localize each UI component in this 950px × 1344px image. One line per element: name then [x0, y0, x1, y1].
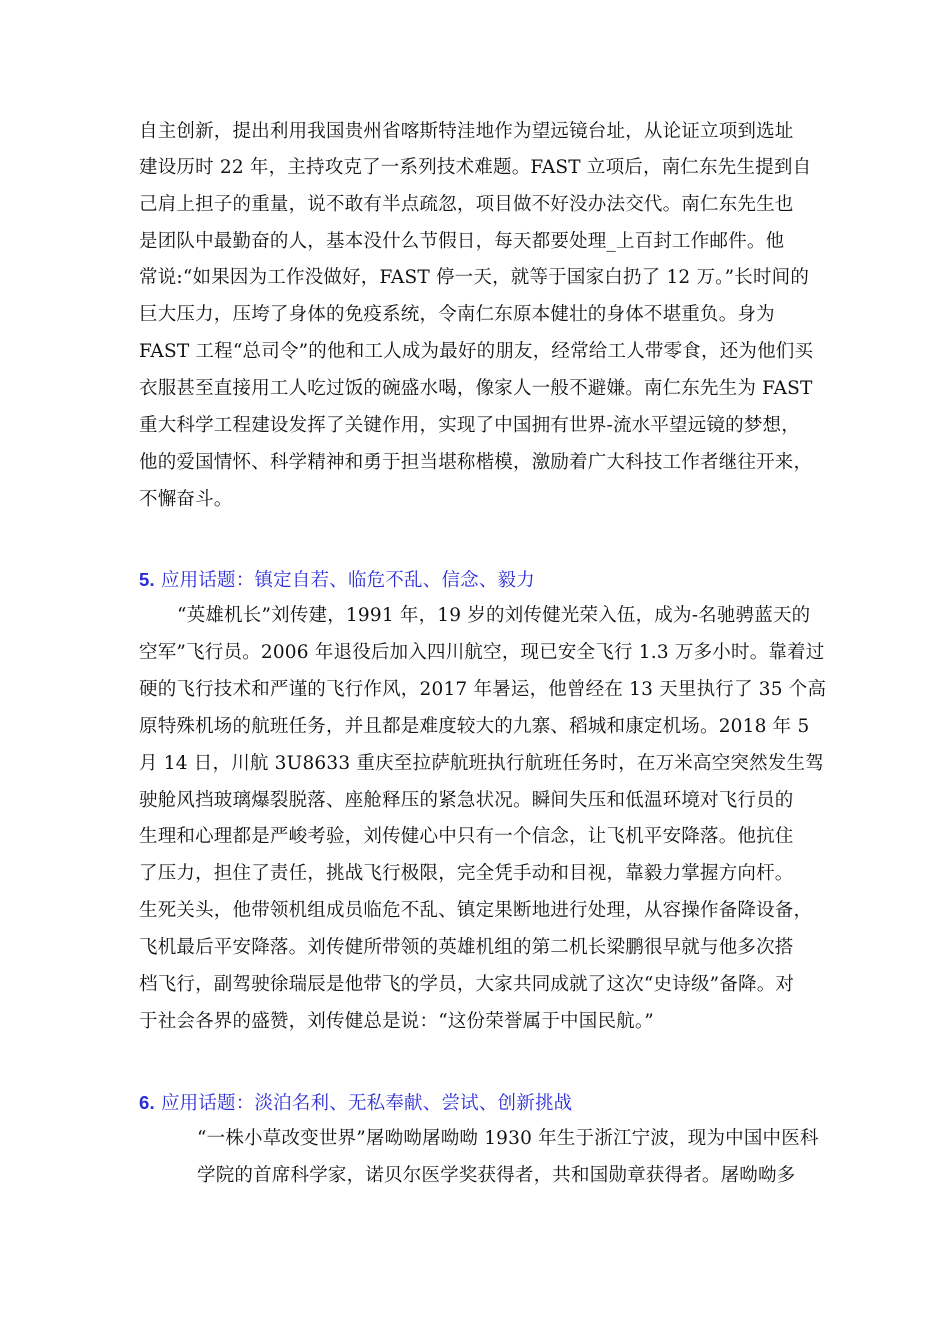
paragraph-line: 生理和心理都是严峻考验，刘传健心中只有一个信念，让飞机平安降落。他抗住 [139, 826, 794, 847]
paragraph-line: 是团队中最勤奋的人，基本没什么节假日，每天都要处理_上百封工作邮件。他 [139, 231, 785, 252]
paragraph-line: 原特殊机场的航班任务，并且都是难度较大的九寨、稻城和康定机场。2018 年 5 [139, 716, 810, 737]
paragraph-line: 他的爱国情怀、科学精神和勇于担当堪称楷模，激励着广大科技工作者继往开来， [139, 452, 813, 473]
section-title: 应用话题：镇定自若、临危不乱、信念、毅力 [160, 570, 535, 591]
paragraph-line: 重大科学工程建设发挥了关键作用，实现了中国拥有世界-流水平望远镜的梦想， [139, 415, 800, 436]
paragraph-line: 硬的飞行技术和严谨的飞行作风，2017 年暑运，他曾经在 13 天里执行了 35 个高 [139, 679, 827, 700]
section-number: 6. [139, 1092, 155, 1113]
paragraph-line: 巨大压力，压垮了身体的免疫系统，令南仁东原本健壮的身体不堪重负。身为 [139, 304, 775, 325]
paragraph-line: 自主创新，提出利用我国贵州省喀斯特洼地作为望远镜台址，从论证立项到选址 [139, 121, 794, 142]
section-title: 应用话题：淡泊名利、无私奉献、尝试、创新挑战 [160, 1093, 573, 1114]
section-number: 5. [139, 569, 155, 590]
paragraph-line: 于社会各界的盛赞，刘传健总是说：“这份荣誉属于中国民航。” [139, 1011, 654, 1032]
paragraph-line: 生死关头，他带领机组成员临危不乱、镇定果断地进行处理，从容操作备降设备， [139, 900, 813, 921]
paragraph-line: 驶舱风挡玻璃爆裂脱落、座舱释压的紧急状况。瞬间失压和低温环境对飞行员的 [139, 790, 794, 811]
paragraph-line: 不懈奋斗。 [139, 489, 233, 510]
paragraph-line: 学院的首席科学家，诺贝尔医学奖获得者，共和国勋章获得者。屠呦呦多 [197, 1165, 796, 1186]
paragraph-line: 空军”飞行员。2006 年退役后加入四川航空，现已安全飞行 1.3 万多小时。靠着过 [139, 642, 825, 663]
paragraph-line: 档飞行，副驾驶徐瑞辰是他带飞的学员，大家共同成就了这次“史诗级”备降。对 [139, 974, 795, 995]
paragraph-line: 了压力，担住了责任，挑战飞行极限，完全凭手动和目视，靠毅力掌握方向杆。 [139, 863, 794, 884]
section-6-heading [139, 1091, 572, 1116]
paragraph-line: 建设历时 22 年，主持攻克了一系列技术难题。FAST 立项后，南仁东先生提到自 [139, 157, 812, 178]
paragraph-line: 衣服甚至直接用工人吃过饭的碗盛水喝，像家人一般不避嫌。南仁东先生为 FAST [139, 378, 813, 399]
section-5-heading [139, 568, 535, 593]
paragraph-line: FAST 工程“总司令”的他和工人成为最好的朋友，经常给工人带零食，还为他们买 [139, 341, 814, 362]
paragraph-line: “英雄机长”刘传建，1991 年，19 岁的刘传健光荣入伍，成为-名驰骋蓝天的 [177, 605, 811, 626]
paragraph-line: “一株小草改变世界”屠呦呦屠呦呦 1930 年生于浙江宁波，现为中国中医科 [197, 1128, 819, 1149]
paragraph-line: 己肩上担子的重量，说不敢有半点疏忽，项目做不好没办法交代。南仁东先生也 [139, 194, 794, 215]
paragraph-line: 月 14 日，川航 3U8633 重庆至拉萨航班执行航班任务时，在万米高空突然发生驾 [139, 753, 824, 774]
paragraph-line: 常说:“如果因为工作没做好，FAST 停一天，就等于国家白扔了 12 万。”长时间的 [139, 267, 810, 288]
paragraph-line: 飞机最后平安降落。刘传健所带领的英雄机组的第二机长梁鹏很早就与他多次搭 [139, 937, 794, 958]
